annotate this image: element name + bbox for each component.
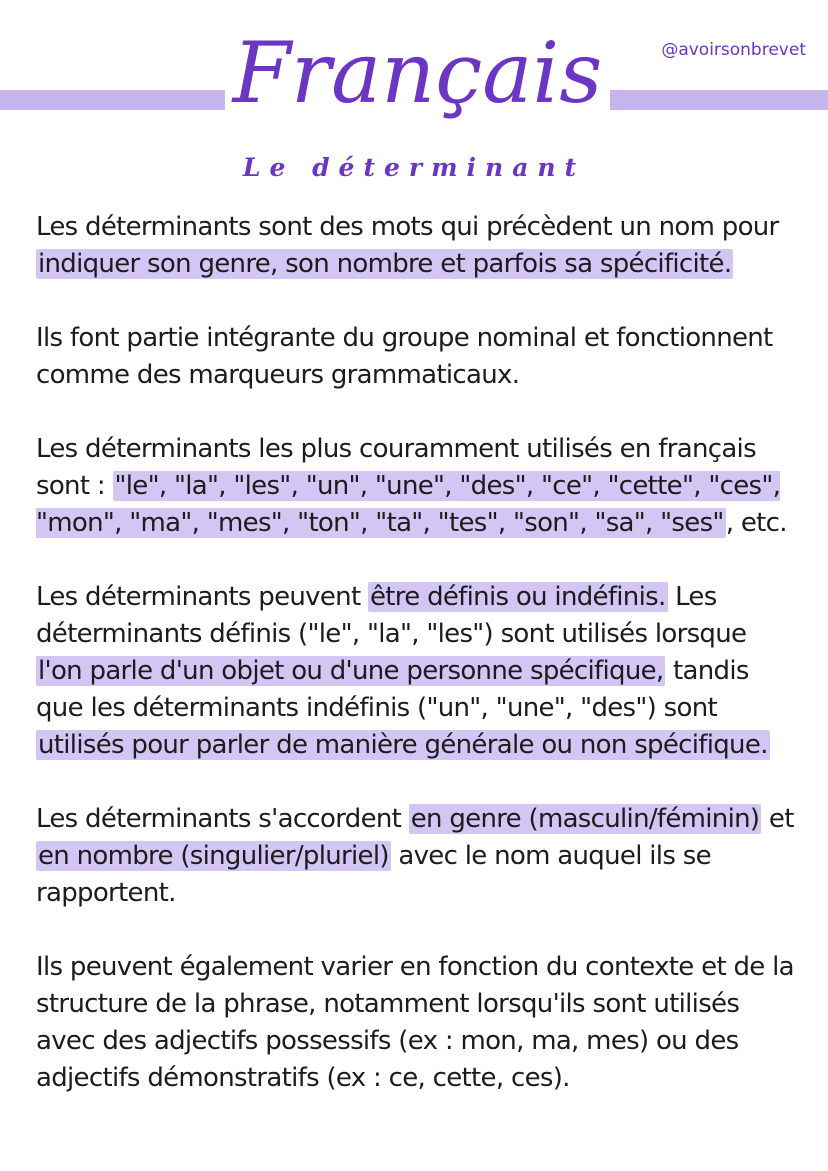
highlight: l'on parle d'un objet ou d'une personne spécifique, bbox=[38, 656, 664, 686]
decorative-bar-right bbox=[610, 90, 828, 110]
text: Les déterminants sont des mots qui précèdent un nom pour bbox=[36, 212, 779, 242]
highlight: utilisés pour parler de manière générale ou non spécifique. bbox=[38, 730, 768, 760]
text: Les déterminants définis ("le", "la", "les") sont utilisés lorsque bbox=[36, 582, 747, 649]
paragraph-variation bbox=[36, 949, 798, 1097]
text: Les déterminants peuvent bbox=[36, 582, 369, 612]
page-title: Français bbox=[232, 24, 603, 122]
text: avec le nom auquel ils se rapportent. bbox=[36, 841, 711, 908]
paragraph-examples bbox=[36, 431, 798, 542]
paragraph-definis-indefinis bbox=[36, 579, 798, 764]
text: Les déterminants s'accordent bbox=[36, 804, 409, 834]
text: tandis que les déterminants indéfinis ("un", "une", "des") sont bbox=[36, 656, 749, 723]
text: et bbox=[761, 804, 794, 834]
highlight: être définis ou indéfinis. bbox=[370, 582, 666, 612]
highlight: indiquer son genre, son nombre et parfois sa spécificité. bbox=[38, 249, 732, 279]
page-subtitle: Le déterminant bbox=[242, 153, 586, 182]
text: Ils font partie intégrante du groupe nominal et fonctionnent comme des marqueurs grammaticaux. bbox=[36, 323, 773, 390]
text: Les déterminants les plus couramment utilisés en français sont : bbox=[36, 434, 756, 501]
paragraph-accord bbox=[36, 801, 798, 912]
text: , etc. bbox=[725, 508, 787, 538]
highlight: en nombre (singulier/pluriel) bbox=[38, 841, 389, 871]
decorative-bar-left bbox=[0, 90, 225, 110]
highlight: "le", "la", "les", "un", "une", "des", "ce", "cette", "ces", "mon", "ma", "mes", "ton", "ta", "tes", "son", "sa", "ses" bbox=[36, 471, 781, 538]
lesson-content bbox=[36, 209, 798, 1134]
paragraph-role bbox=[36, 320, 798, 394]
highlight: en genre (masculin/féminin) bbox=[410, 804, 760, 834]
author-handle: @avoirsonbrevet bbox=[661, 40, 806, 60]
text: Ils peuvent également varier en fonction du contexte et de la structure de la phrase, notamment lorsqu'ils sont utilisés avec des adjectifs possessifs (ex : mon, ma, mes) ou des adjectifs démonstratifs (ex : ce, cette, ces). bbox=[36, 952, 794, 1093]
paragraph-definition bbox=[36, 209, 798, 283]
